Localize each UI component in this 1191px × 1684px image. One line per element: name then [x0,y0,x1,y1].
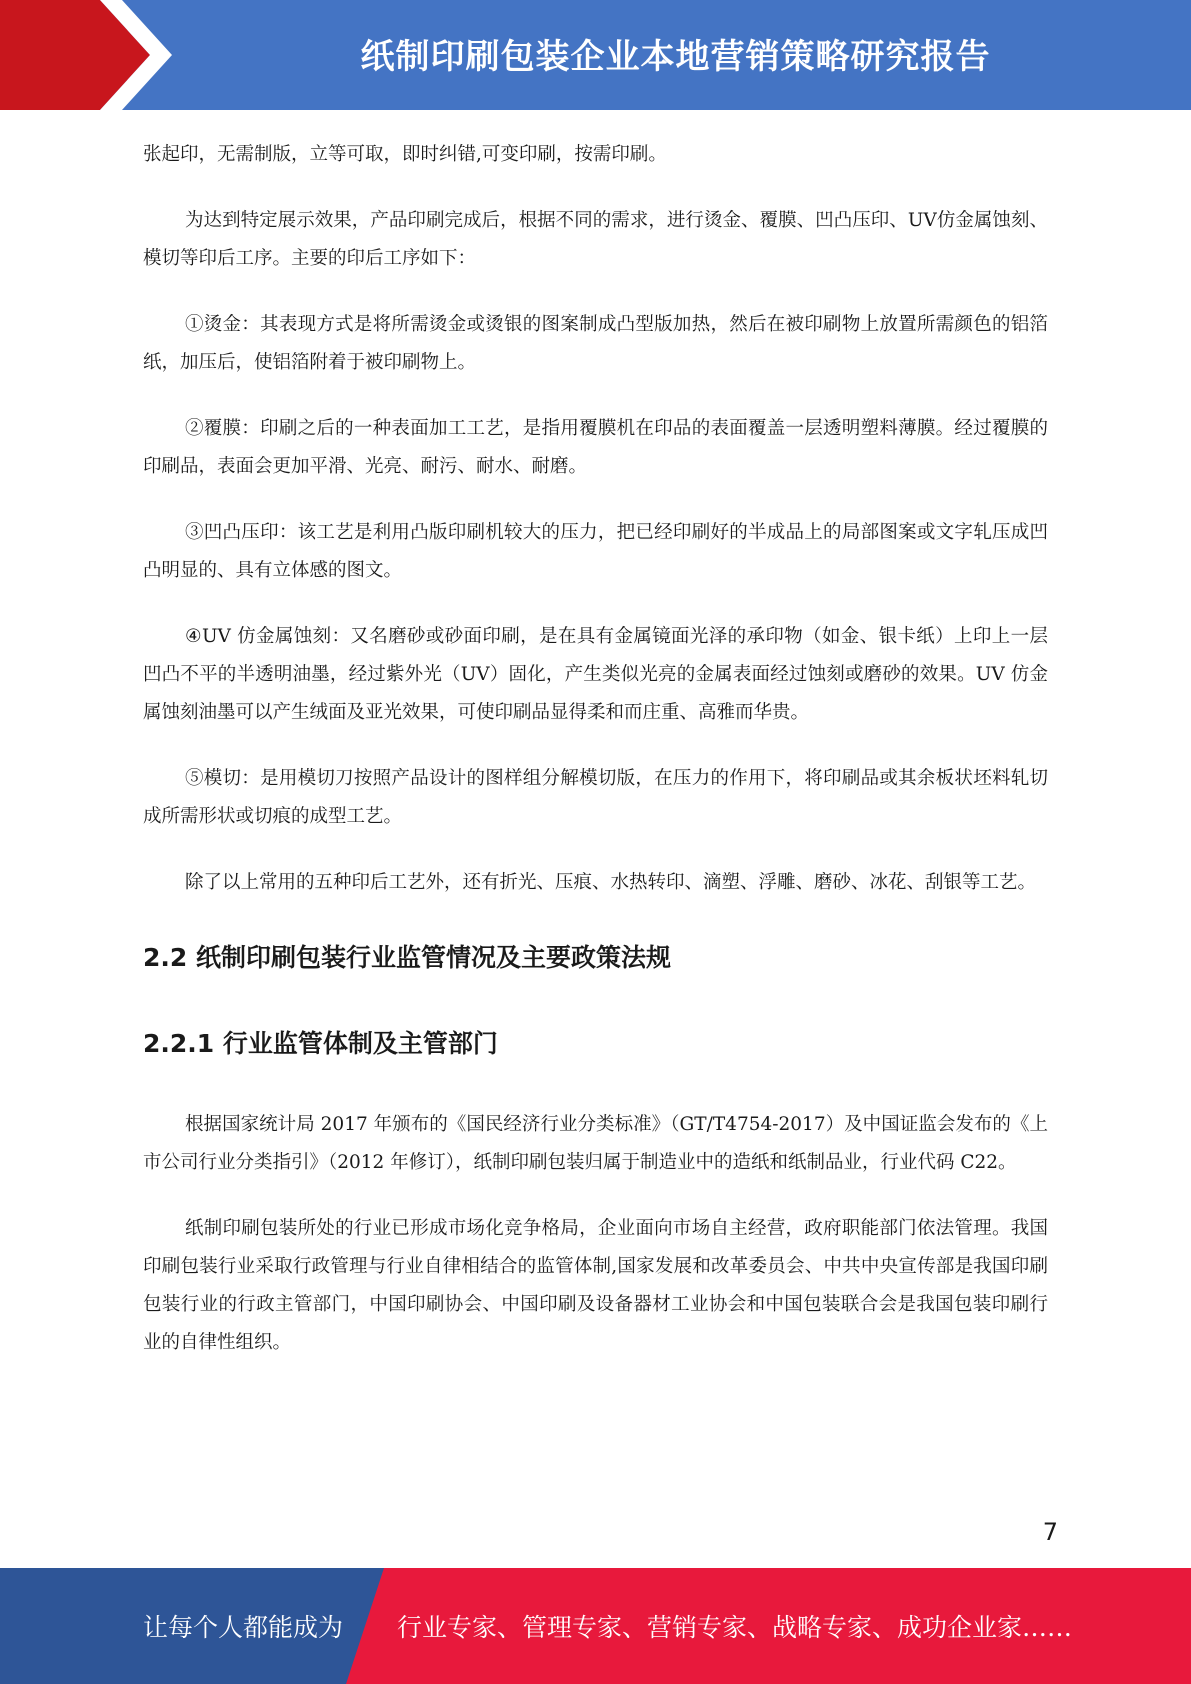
paragraph: 张起印，无需制版，立等可取，即时纠错,可变印刷，按需印刷。 [143,144,667,165]
paragraph: ④UV 仿金属蚀刻：又名磨砂或砂面印刷，是在具有金属镜面光泽的承印物（如金、银卡纸）上印上一层凹凸不平的半透明油墨，经过紫外光（UV）固化，产生类似光亮的金属表面经过蚀刻或磨砂的效果。UV 仿金属蚀刻油墨可以产生绒面及亚光效果，可使印刷品显得柔和而庄重、高雅而华贵。 [143,626,1048,723]
paragraph: 除了以上常用的五种印后工艺外，还有折光、压痕、水热转印、滴塑、浮雕、磨砂、冰花、刮银等工艺。 [185,872,1037,893]
page-number: 7 [1042,1518,1058,1546]
paragraph: 纸制印刷包装所处的行业已形成市场化竞争格局，企业面向市场自主经营，政府职能部门依法管理。我国印刷包装行业采取行政管理与行业自律相结合的监管体制,国家发展和改革委员会、中共中央宣传部是我国印刷包装行业的行政主管部门，中国印刷协会、中国印刷及设备器材工业协会和中国包装联合会是我国包装印刷行业的自律性组织。 [143,1218,1048,1353]
paragraph: 为达到特定展示效果，产品印刷完成后，根据不同的需求，进行烫金、覆膜、凹凸压印、UV仿金属蚀刻、模切等印后工序。主要的印后工序如下： [143,210,1048,269]
footer-slogan-left: 让每个人都能成为 [143,1613,344,1642]
paragraph: ①烫金：其表现方式是将所需烫金或烫银的图案制成凸型版加热，然后在被印刷物上放置所需颜色的铝箔纸，加压后，使铝箔附着于被印刷物上。 [143,314,1048,373]
footer-slogan-right: 行业专家、管理专家、营销专家、战略专家、成功企业家…… [397,1613,1073,1642]
paragraph: ③凹凸压印：该工艺是利用凸版印刷机较大的压力，把已经印刷好的半成品上的局部图案或文字轧压成凹凸明显的、具有立体感的图文。 [143,522,1048,581]
subsection-heading: 2.2.1 行业监管体制及主管部门 [143,1029,498,1058]
page-content [143,136,1048,1390]
page-footer [0,1568,1191,1684]
paragraph: ⑤模切：是用模切刀按照产品设计的图样组分解模切版，在压力的作用下，将印刷品或其余板状坯料轧切成所需形状或切痕的成型工艺。 [143,768,1048,827]
section-heading: 2.2 纸制印刷包装行业监管情况及主要政策法规 [143,943,671,972]
paragraph: ②覆膜：印刷之后的一种表面加工工艺，是指用覆膜机在印品的表面覆盖一层透明塑料薄膜。经过覆膜的印刷品，表面会更加平滑、光亮、耐污、耐水、耐磨。 [143,418,1048,477]
page-header [0,0,1191,110]
paragraph: 根据国家统计局 2017 年颁布的《国民经济行业分类标准》（GT/T4754-2017）及中国证监会发布的《上市公司行业分类指引》（2012 年修订），纸制印刷包装归属于制造业中的造纸和纸制品业，行业代码 C22。 [143,1114,1048,1173]
report-title: 纸制印刷包装企业本地营销策略研究报告 [360,36,991,77]
